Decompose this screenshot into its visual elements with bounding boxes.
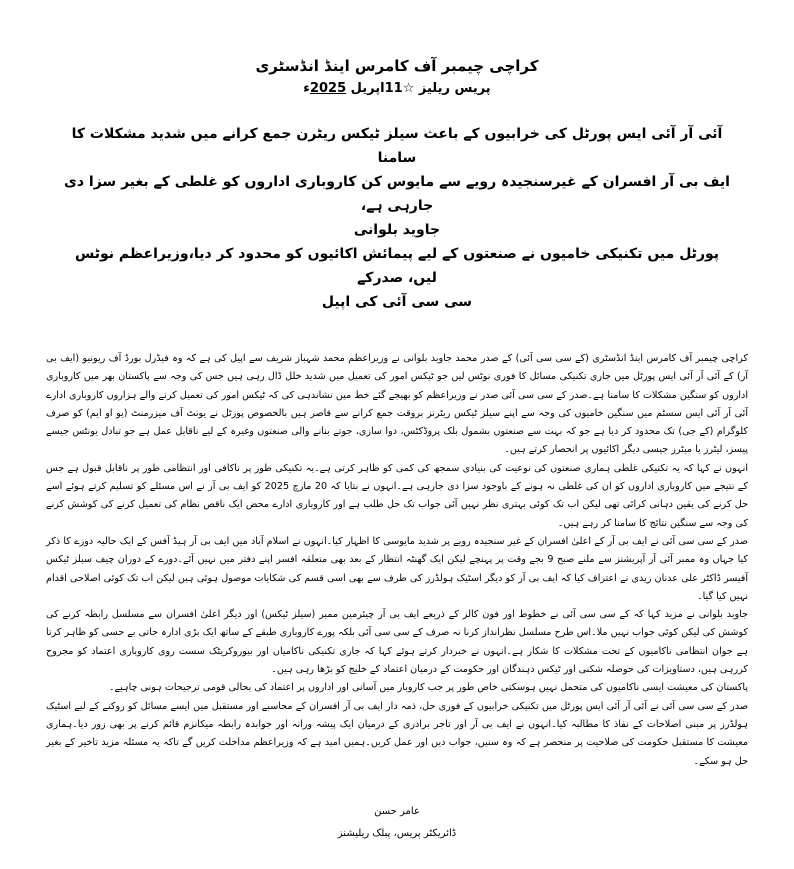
headline-line-1: آئی آر آئی ایس پورٹل کی خرابیوں کے باعث سیلز ٹیکس ریٹرن جمع کرانے میں شدید مشکلات کا سامنا (71, 126, 723, 166)
release-date-line (44, 80, 750, 98)
headline-line-2: ایف بی آر افسران کے غیرسنجیدہ رویے سے مایوس کن کاروباری اداروں کو غلطی کے بغیر سزا دی جارہی ہے، (64, 174, 730, 214)
paragraph: انہوں نے کہا کہ یہ تکنیکی غلطی ہماری صنعتوں کی نوعیت کی بنیادی سمجھ کی کمی کو ظاہر کرتی ہے۔یہ تکنیکی طور پر ناکافی اور انتظامی طور پر ناقابل قبول ہے جس کے نتیجے میں کاروباری اداروں کو ان کی غلطی نہ ہونے کے باوجود سزا دی جارہی ہے۔انہوں نے بتایا کہ 20 مارچ 2025 کو ایف بی آر نے اس مسئلے کو تسلیم کرتے ہوئے اسے حل کرنے کی یقین دہانی کرائی تھی لیکن اب تک کوئی بہتری نظر نہیں آئی جواب تک حل طلب ہے اور کاروباری ادارے محض ایک ناقص نظام کی تعمیل کرنے کی کوشش کرنے کی وجہ سے سنگین نتائج کا سامنا کر رہے ہیں۔ (46, 462, 748, 529)
release-year-suffix: ء (303, 81, 310, 96)
headline-line-3: جاوید بلوانی (353, 222, 441, 238)
signature-block (44, 801, 750, 845)
paragraph: کراچی چیمبر آف کامرس اینڈ انڈسٹری (کے سی سی آئی) کے صدر محمد جاوید بلوانی نے وزیراعظم محمد شہباز شریف سے اپیل کی ہے کہ وہ فیڈرل بورڈ آف ریونیو (ایف بی آر) کے آئی آر آئی ایس پورٹل میں جاری تکنیکی مسائل کا فوری نوٹس لیں جو ٹیکس امور کی تعمیل میں شدید خلل ڈال رہی ہیں جس کی وجہ سے پاکستان بھر میں کاروباری اداروں کو سنگین مشکلات کا سامنا ہے۔صدر کے سی سی آئی صدر نے وزیراعظم کو بھیجے گئے خط میں نشاندہی کی کہ ٹیکس امور کی تعمیل کرنے والے ہزاروں کاروباری ادارے آئی آر آئی ایس سسٹم میں سنگین خامیوں کی وجہ سے اپنے سیلز ٹیکس ریٹرنز بروقت جمع کرانے سے قاصر ہیں بالخصوص پورٹل نے یونٹ آف میزرمنٹ (یو او ایم) کو صرف کلوگرام (کے جی) تک محدود کر دیا ہے جو کہ بہت سے صنعتوں بشمول بلک پروڈکٹس، دوا سازی، جوتے بنانے والی صنعتوں وغیرہ کے لیے ناقابل عمل ہے جو تبادل یونٹس جیسے پیسز، لیٹرز یا میٹرز جیسی دیگر اکائیوں پر انحصار کرتے ہیں۔ (46, 353, 748, 456)
star-icon: ☆ (402, 81, 415, 96)
release-label: پریس ریلیز (418, 81, 491, 96)
headline-line-5: سی سی آئی کی اپیل (321, 294, 473, 310)
headlines-block (44, 122, 750, 314)
paragraph: پاکستان کی معیشت ایسی ناکامیوں کی متحمل نہیں ہوسکتی خاص طور پر جب کاروبار میں آسانی اور اداروں پر اعتماد کی بحالی قومی ترجیحات ہونی چاہیے۔ (108, 682, 748, 694)
paragraph: جاوید بلوانی نے مزید کہا کہ کے سی سی آئی نے خطوط اور فون کالز کے ذریعے ایف بی آر چیئرمین ممبر (سیلز ٹیکس) اور دیگر اعلیٰ افسران سے مسلسل رابطہ کرنے کی کوشش کی لیکن کوئی جواب نہیں ملا۔اس طرح مسلسل نظرانداز کرنا نہ صرف کے سی سی آئی بلکہ پورے کاروباری طبقے کے ساتھ ایک بڑی ادارہ جاتی بے حسی کو ظاہر کرتا ہے جوان انتظامی ناکامیوں کے تحت مشکلات کا شکار ہے۔انہوں نے خبردار کرتے ہوئے کہا کہ جاری تکنیکی ناکامیاں اور بیوروکریٹک سست روی کاروباری اعتماد کو مجروح کررہی ہیں، دستاویزات کی حوصلہ شکنی اور ٹیکس دہندگان اور حکومت کے درمیان اعتماد کے خلیج کو بڑھا رہی ہیں۔ (46, 609, 748, 676)
signatory-title: ڈائریکٹر پریس، پبلک ریلیشنز (337, 827, 457, 839)
organization-title: کراچی چیمبر آف کامرس اینڈ انڈسٹری (255, 57, 539, 75)
headline-line-4: پورٹل میں تکنیکی خامیوں نے صنعتوں کے لیے پیمائش اکائیوں کو محدود کر دیا،وزیراعظم نوٹس لیں، صدرکے (74, 246, 720, 286)
release-day-month: 11اپریل (350, 81, 403, 96)
body-text (44, 350, 750, 771)
release-year: 2025 (309, 81, 347, 96)
paragraph: صدر کے سی سی آئی نے ایف بی آر کے اعلیٰ افسران کے غیر سنجیدہ رویے پر شدید مایوسی کا اظہار کیا۔انہوں نے اسلام آباد میں ایف بی آر ہیڈ آفس کے ایک حالیہ دورے کا ذکر کیا جہاں وہ ممبر آئی آر آپریشنز سے ملنے صبح 9 بجے وقت پر پہنچے لیکن ایک گھنٹہ انتظار کے بعد بھی متعلقہ افسر اپنے دفتر میں نہیں آئے۔دورے کے دوران چیف سیلز ٹیکس آفیسر ڈاکٹر علی عدنان زیدی نے اعتراف کیا کہ ایف بی آر کو دیگر اسٹیک ہولڈرز کی طرف سے بھی اسی قسم کی شکایات موصول ہوئی ہیں لیکن اب تک کوئی اصلاحی اقدام نہیں کیا گیا۔ (46, 535, 749, 602)
paragraph: صدر کے سی سی آئی نے آئی آر آئی ایس پورٹل میں تکنیکی خرابیوں کے فوری حل، ذمہ دار ایف بی آر افسران کے محاسبے اور مستقبل میں ایسے مسائل کو روکنے کے لیے اسٹیک ہولڈرز پر مبنی اصلاحات کے نفاذ کا مطالبہ کیا۔انہوں نے ایف بی آر اور تاجر برادری کے درمیان ایک پیشہ ورانہ اور جوابدہ رابطہ میکانزم قائم کرنے پر بھی زور دیا۔ہماری معیشت کا مستقبل حکومت کی صلاحیت پر منحصر ہے کہ وہ سنیں، جواب دیں اور عمل کریں۔ہمیں امید ہے کہ وزیراعظم مداخلت کریں گے تاکہ یہ مسئلہ مزید تاخیر کے بغیر حل ہو سکے۔ (46, 700, 748, 767)
signatory-name: عامر حسن (374, 805, 420, 817)
